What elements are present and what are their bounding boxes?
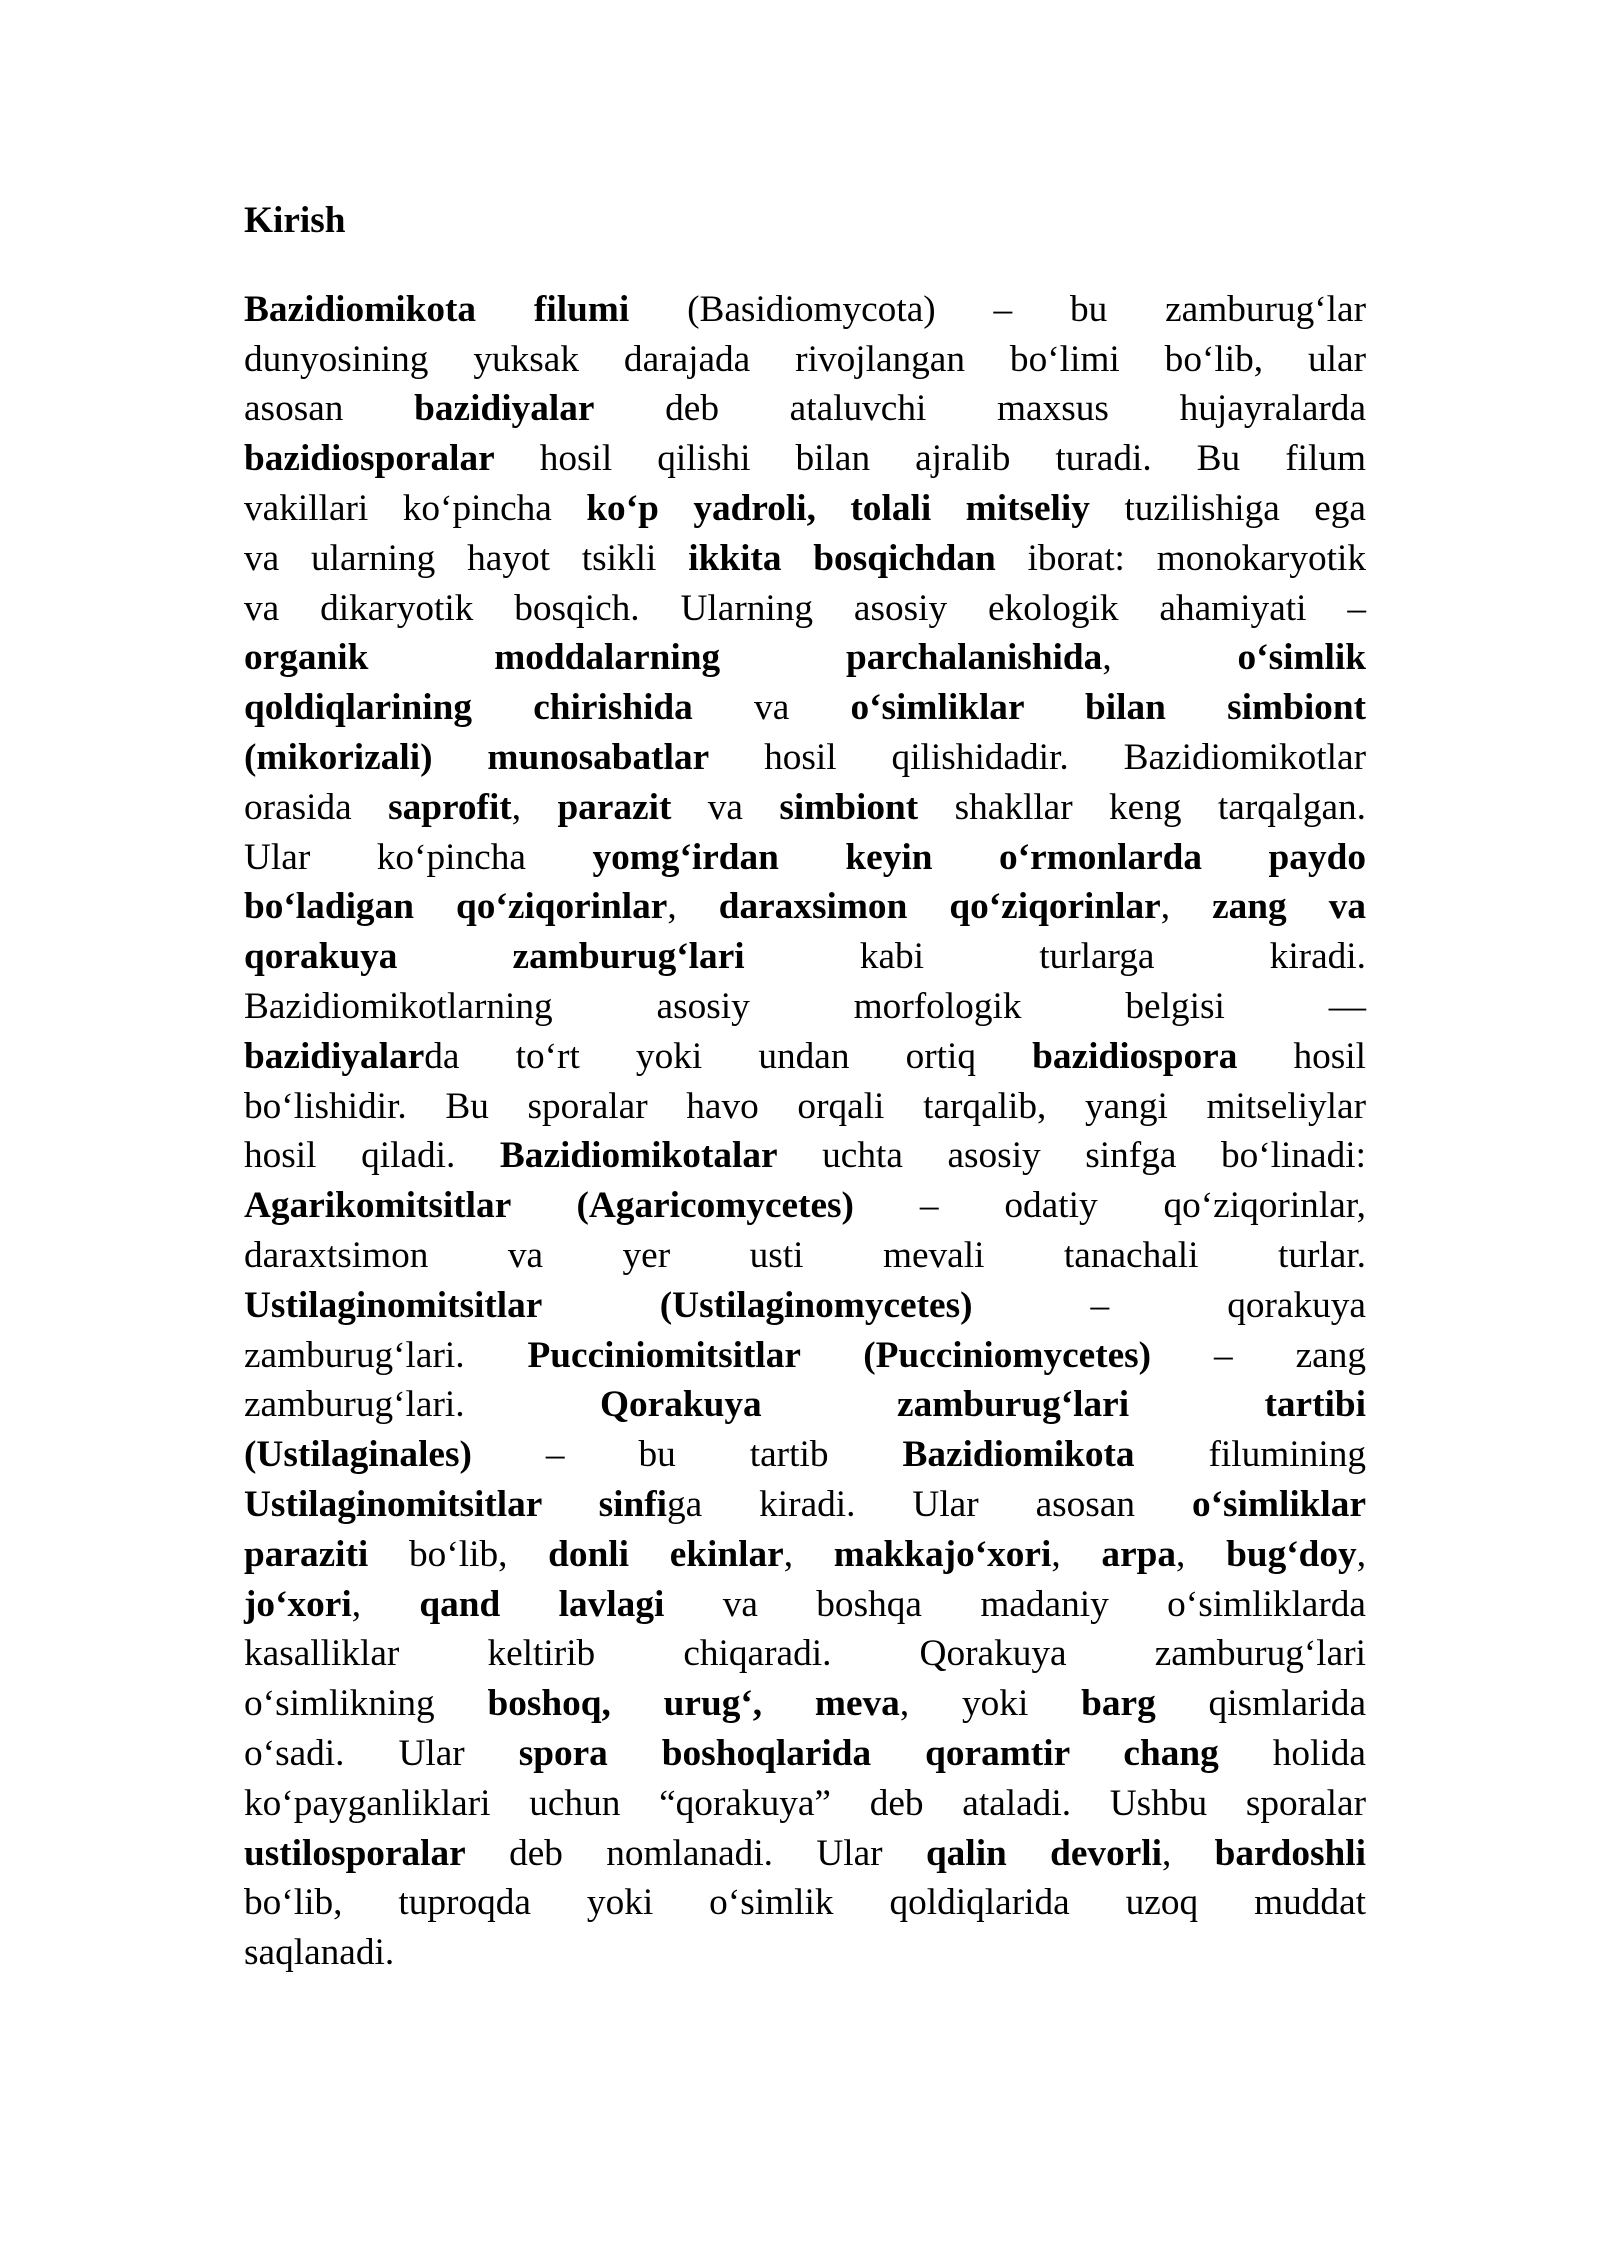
- body-text: tuzilishiga ega: [1089, 487, 1366, 529]
- bold-text: makkajo‘xori: [833, 1533, 1052, 1575]
- text-line: [244, 1032, 1366, 1082]
- bold-text: bazidiospora: [1032, 1035, 1238, 1077]
- body-text: – bu tartib: [471, 1434, 903, 1476]
- document-body: [244, 196, 1366, 1978]
- body-text: va boshqa madaniy o‘simliklarda: [664, 1583, 1366, 1625]
- bold-text: Ustilaginomitsitlar (Ustilaginomycetes): [244, 1284, 973, 1326]
- body-text: ,: [1051, 1533, 1102, 1575]
- bold-text: Pucciniomitsitlar (Pucciniomycetes): [527, 1334, 1152, 1376]
- body-text: zamburug‘lari.: [244, 1334, 528, 1376]
- body-text: va dikaryotik bosqich. Ularning asosiy ekologik ahamiyati –: [244, 587, 1366, 629]
- body-text: kabi turlarga kiradi.: [744, 936, 1366, 978]
- text-line: [244, 584, 1366, 634]
- text-line: [244, 833, 1366, 883]
- body-text: kasalliklar keltirib chiqaradi. Qorakuya zamburug‘lari: [244, 1633, 1366, 1675]
- bold-text: ikkita bosqichdan: [688, 537, 996, 579]
- text-line: [244, 1779, 1366, 1829]
- bold-text: (mikorizali) munosabatlar: [244, 736, 710, 778]
- bold-text: organik moddalarning parchalanishida: [244, 637, 1103, 679]
- text-line: [244, 783, 1366, 833]
- body-text: asosan: [244, 388, 415, 430]
- bold-text: ustilosporalar: [244, 1832, 466, 1874]
- bold-text: qalin devorli: [925, 1832, 1162, 1874]
- bold-text: Agarikomitsitlar (Agaricomycetes): [244, 1185, 854, 1227]
- text-line: [244, 1430, 1366, 1480]
- text-line: [244, 384, 1366, 434]
- bold-text: qoldiqlarining chirishida: [244, 687, 693, 729]
- body-text: ,: [1160, 886, 1213, 928]
- text-line: [244, 1131, 1366, 1181]
- bold-text: Qorakuya zamburug‘lari tartibi: [599, 1384, 1366, 1426]
- body-text: Ular ko‘pincha: [244, 836, 593, 878]
- body-text: ga kiradi. Ular asosan: [667, 1483, 1192, 1525]
- body-text: shakllar keng tarqalgan.: [918, 786, 1366, 828]
- bold-text: bazidiyalar: [414, 388, 595, 430]
- body-text: va ularning hayot tsikli: [244, 537, 689, 579]
- bold-text: Bazidiomikota: [902, 1434, 1135, 1476]
- body-text: bo‘lib, tuproqda yoki o‘simlik qoldiqlarida uzoq muddat: [244, 1882, 1366, 1924]
- text-line: [244, 1878, 1366, 1928]
- bold-text: jo‘xori: [244, 1583, 352, 1625]
- body-text: – qorakuya: [972, 1284, 1366, 1326]
- text-line: [244, 434, 1366, 484]
- body-text: – zang: [1151, 1334, 1366, 1376]
- body-text: bo‘lib,: [368, 1533, 549, 1575]
- body-text: orasida: [244, 786, 389, 828]
- bold-text: Ustilaginomitsitlar sinfi: [244, 1483, 668, 1525]
- body-text: – odatiy qo‘ziqorinlar,: [853, 1185, 1366, 1227]
- body-text: uchta asosiy sinfga bo‘linadi:: [777, 1135, 1366, 1177]
- section-heading: Kirish: [244, 200, 346, 241]
- bold-text: bazidiyalar: [244, 1035, 425, 1077]
- body-text: ,: [1356, 1533, 1367, 1575]
- bold-text: paraziti: [244, 1533, 369, 1575]
- bold-text: qand lavlagi: [419, 1583, 665, 1625]
- bold-text: zang va: [1212, 886, 1367, 928]
- body-text: daraxtsimon va yer usti mevali tanachali turlar.: [244, 1234, 1366, 1276]
- text-line: [244, 882, 1366, 932]
- bold-text: parazit: [557, 786, 672, 828]
- bold-text: saprofit: [388, 786, 512, 828]
- bold-text: o‘simliklar: [1191, 1483, 1366, 1525]
- text-line: [244, 1231, 1366, 1281]
- text-line: [244, 1281, 1366, 1331]
- bold-text: simbiont: [779, 786, 919, 828]
- body-text: hosil qilishidadir. Bazidiomikotlar: [709, 736, 1366, 778]
- bold-text: qorakuya zamburug‘lari: [244, 936, 745, 978]
- text-line: [244, 1380, 1366, 1430]
- body-text: deb ataluvchi maxsus hujayralarda: [594, 388, 1367, 430]
- bold-text: daraxsimon qo‘ziqorinlar: [718, 886, 1161, 928]
- text-line: [244, 1480, 1366, 1530]
- body-paragraph: [244, 285, 1366, 1978]
- body-text: filumining: [1134, 1434, 1366, 1476]
- body-text: deb nomlanadi. Ular: [465, 1832, 926, 1874]
- body-text: bo‘lishidir. Bu sporalar havo orqali tarqalib, yangi mitseliylar: [244, 1085, 1366, 1127]
- text-line: [244, 982, 1366, 1032]
- bold-text: spora boshoqlarida qoramtir chang: [518, 1732, 1219, 1774]
- body-text: ,: [667, 886, 719, 928]
- bold-text: Bazidiomikota filumi: [244, 288, 630, 330]
- body-text: ko‘payganliklari uchun “qorakuya” deb ataladi. Ushbu sporalar: [244, 1782, 1366, 1824]
- bold-text: o‘simliklar bilan simbiont: [850, 687, 1366, 729]
- text-line: [244, 1729, 1366, 1779]
- text-line: [244, 1928, 1366, 1978]
- text-line: [244, 1580, 1366, 1630]
- bold-text: arpa: [1101, 1533, 1177, 1575]
- body-text: ,: [1176, 1533, 1227, 1575]
- text-line: [244, 1679, 1366, 1729]
- text-line: [244, 1629, 1366, 1679]
- bold-text: donli ekinlar: [548, 1533, 784, 1575]
- body-text: zamburug‘lari.: [244, 1384, 600, 1426]
- body-text: ,: [511, 786, 558, 828]
- text-line: [244, 1082, 1366, 1132]
- body-text: Bazidiomikotlarning asosiy morfologik belgisi —: [244, 985, 1366, 1027]
- body-text: ,: [351, 1583, 420, 1625]
- bold-text: barg: [1081, 1683, 1156, 1725]
- body-text: hosil: [1237, 1035, 1366, 1077]
- body-text: (Basidiomycota) – bu zamburug‘lar: [629, 288, 1367, 330]
- text-line: [244, 335, 1366, 385]
- body-text: va: [692, 687, 851, 729]
- body-text: , yoki: [899, 1683, 1082, 1725]
- body-text: ,: [783, 1533, 834, 1575]
- bold-text: Bazidiomikotalar: [499, 1135, 778, 1177]
- body-text: iborat: monokaryotik: [995, 537, 1366, 579]
- text-line: [244, 1829, 1366, 1879]
- bold-text: bug‘doy: [1226, 1533, 1357, 1575]
- body-text: holida: [1218, 1732, 1366, 1774]
- body-text: o‘sadi. Ular: [244, 1732, 519, 1774]
- text-line: [244, 733, 1366, 783]
- text-line: [244, 285, 1366, 335]
- body-text: hosil qiladi.: [244, 1135, 500, 1177]
- body-text: ,: [1162, 1832, 1215, 1874]
- bold-text: bazidiosporalar: [244, 438, 495, 480]
- bold-text: yomg‘irdan keyin o‘rmonlarda paydo: [592, 836, 1366, 878]
- text-line: [244, 1530, 1366, 1580]
- body-text: o‘simlikning: [244, 1683, 488, 1725]
- body-text: saqlanadi.: [244, 1932, 395, 1974]
- bold-text: bo‘ladigan qo‘ziqorinlar: [244, 886, 668, 928]
- bold-text: (Ustilaginales): [244, 1434, 472, 1476]
- text-line: [244, 1181, 1366, 1231]
- text-line: [244, 683, 1366, 733]
- bold-text: bardoshli: [1214, 1832, 1366, 1874]
- body-text: ,: [1102, 637, 1238, 679]
- bold-text: boshoq, urug‘, meva: [487, 1683, 900, 1725]
- body-text: hosil qilishi bilan ajralib turadi. Bu filum: [494, 438, 1366, 480]
- body-text: da to‘rt yoki undan ortiq: [424, 1035, 1033, 1077]
- body-text: va: [671, 786, 780, 828]
- text-line: [244, 932, 1366, 982]
- bold-text: ko‘p yadroli, tolali mitseliy: [586, 487, 1090, 529]
- text-line: [244, 534, 1366, 584]
- text-line: [244, 484, 1366, 534]
- bold-text: o‘simlik: [1237, 637, 1366, 679]
- body-text: vakillari ko‘pincha: [244, 487, 587, 529]
- body-text: dunyosining yuksak darajada rivojlangan bo‘limi bo‘lib, ular: [244, 338, 1366, 380]
- body-text: qismlarida: [1155, 1683, 1366, 1725]
- text-line: [244, 633, 1366, 683]
- text-line: [244, 1331, 1366, 1381]
